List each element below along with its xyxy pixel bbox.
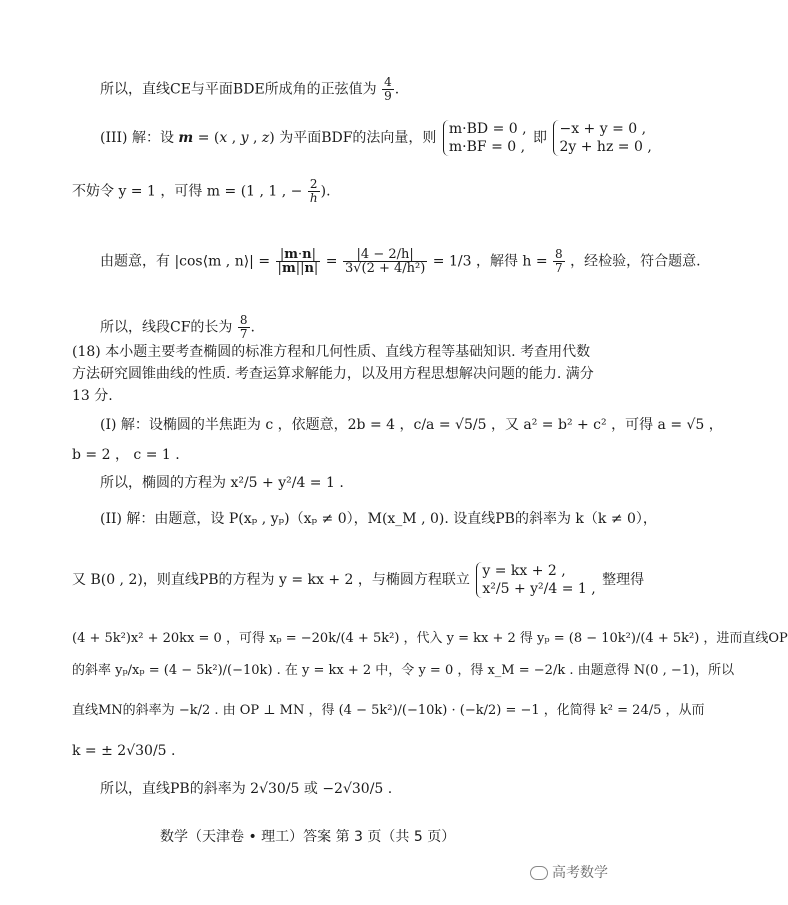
- line-6: (18) 本小题主要考查椭圆的标准方程和几何性质、直线方程等基础知识. 考查用代数: [72, 344, 591, 360]
- line-12: (II) 解：由题意，设 P(xₚ , yₚ)（xₚ ≠ 0），M(x_M , 0). 设直线PB的斜率为 k（k ≠ 0），: [100, 511, 657, 527]
- line-15: 的斜率 yₚ/xₚ = (4 − 5k²)/(−10k) . 在 y = kx + 2 中，令 y = 0 ，得 x_M = −2/k . 由题意得 N(0 , −1)，所以: [72, 663, 735, 678]
- line-4: 由题意，有 |cos⟨m , n⟩| = $\frac{|m\cdot n|}{|m||n|}$ = $\frac{|4 - 2/h|}{\text{3√(2 + 4/h²)}}$ = 1/3 ，解得 h = $\frac{8}{7}$ ，经检验，符合题意.: [100, 247, 701, 276]
- line-18: 所以，直线PB的斜率为 2√30/5 或 −2√30/5 .: [100, 781, 393, 797]
- line-11: 所以，椭圆的方程为 x²/5 + y²/4 = 1 .: [100, 475, 344, 491]
- line-14: (4 + 5k²)x² + 20kx = 0 ，可得 xₚ = −20k/(4 + 5k²) ，代入 y = kx + 2 得 yₚ = (8 − 10k²)/(4 + 5k²) ，进而直线OP: [72, 631, 788, 646]
- line-10: b = 2 ， c = 1 .: [72, 447, 180, 463]
- line-5: 所以，线段CF的长为 $\frac{8}{7}$ .: [100, 313, 255, 341]
- line-1: 所以，直线CE与平面BDE所成角的正弦值为 $\frac{4}{9}$ .: [100, 75, 400, 103]
- line-13: 又 B(0 , 2)，则直线PB的方程为 y = kx + 2 ，与椭圆方程联立 y = kx + 2 , x²/5 + y²/4 = 1 , 整理得: [72, 563, 645, 597]
- line-16: 直线MN的斜率为 −k/2 . 由 OP ⊥ MN ，得 (4 − 5k²)/(−10k) · (−k/2) = −1 ，化简得 k² = 24/5 ，从而: [72, 703, 705, 718]
- watermark: 高考数学: [530, 862, 608, 882]
- line-8: 13 分.: [72, 388, 113, 404]
- page-footer: 数学（天津卷 • 理工）答案 第 3 页（共 5 页）: [160, 829, 456, 845]
- wechat-icon: [530, 866, 548, 880]
- line-7: 方法研究圆锥曲线的性质. 考查运算求解能力，以及用方程思想解决问题的能力. 满分: [72, 366, 594, 382]
- line-2: (III) 解：设 m = (x , y , z) 为平面BDF的法向量，则 m·BD = 0 , m·BF = 0 , 即 −x + y = 0 , 2y + hz = 0 ,: [100, 121, 652, 155]
- line-3: 不妨令 y = 1 ，可得 m = (1 , 1 , − $\frac{2}{h}$ ).: [72, 177, 331, 205]
- line-17: k = ± 2√30/5 .: [72, 743, 176, 759]
- line-9: (I) 解：设椭圆的半焦距为 c ，依题意，2b = 4 ，c/a = √5/5 ，又 a² = b² + c² ，可得 a = √5 ，: [100, 417, 723, 433]
